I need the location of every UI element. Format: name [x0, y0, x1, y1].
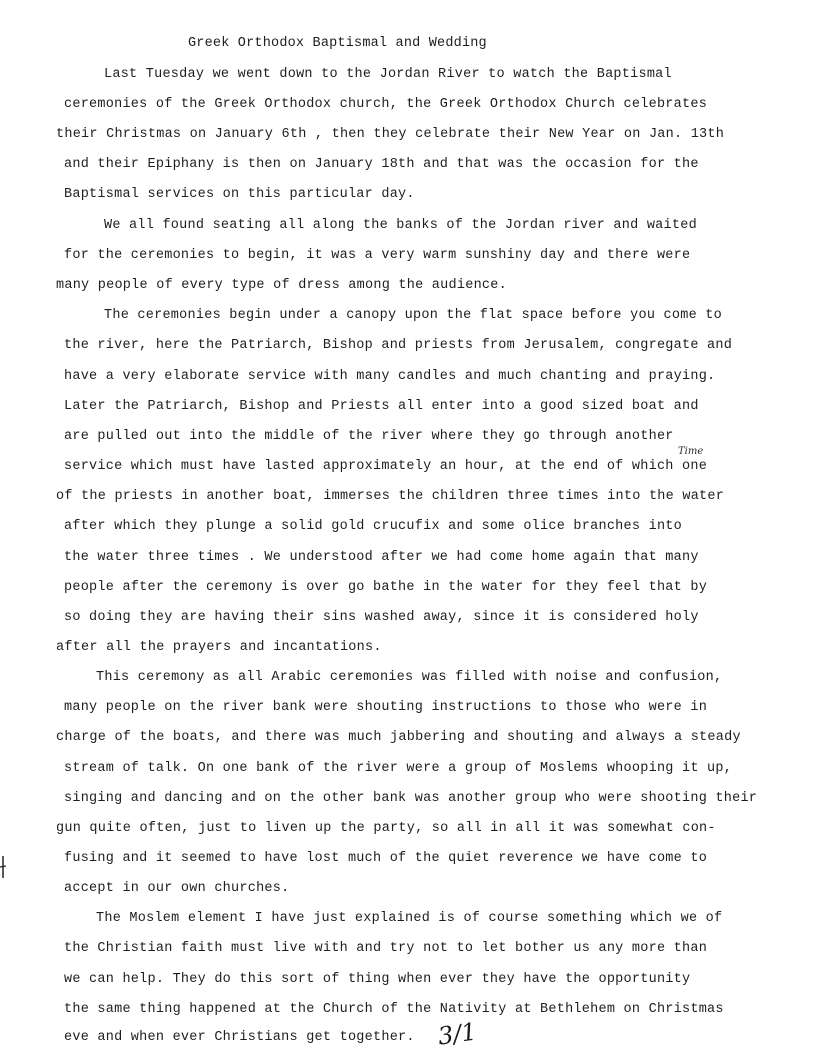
text-line: We all found seating all along the banks of the Jordan river and waited [104, 218, 697, 233]
text-line: we can help. They do this sort of thing when ever they have the opportunity [64, 972, 691, 987]
text-line: the same thing happened at the Church of the Nativity at Bethlehem on Christmas [64, 1002, 724, 1017]
text-line: of the priests in another boat, immerses the children three times into the water [56, 489, 725, 504]
text-line: people after the ceremony is over go bathe in the water for they feel that by [64, 580, 708, 595]
text-line: singing and dancing and on the other bank was another group who were shooting their [64, 791, 758, 806]
text-line: are pulled out into the middle of the river where they go through another [64, 429, 674, 444]
text-line: fusing and it seemed to have lost much of the quiet reverence we have come to [64, 851, 708, 866]
text-line: ceremonies of the Greek Orthodox church, the Greek Orthodox Church celebrates [64, 97, 708, 112]
handwritten-page-number: 3/1 [436, 1017, 479, 1051]
handwritten-insert: Time [678, 446, 704, 457]
text-line: Baptismal services on this particular day. [64, 187, 415, 202]
text-line: accept in our own churches. [64, 881, 290, 896]
text-line: The Moslem element I have just explained is of course something which we of [96, 911, 723, 926]
text-line: Last Tuesday we went down to the Jordan River to watch the Baptismal [104, 67, 672, 82]
document-title: Greek Orthodox Baptismal and Wedding [188, 36, 487, 51]
text-line: service which must have lasted approximately an hour, at the end of which one [64, 459, 708, 474]
text-line: for the ceremonies to begin, it was a very warm sunshiny day and there were [64, 248, 691, 263]
text-line: the water three times . We understood after we had come home again that many [64, 550, 699, 565]
text-line: their Christmas on January 6th , then they celebrate their New Year on Jan. 13th [56, 127, 725, 142]
margin-tick-mark [0, 856, 6, 878]
text-line: the river, here the Patriarch, Bishop and priests from Jerusalem, congregate and [64, 338, 733, 353]
text-line: The ceremonies begin under a canopy upon the flat space before you come to [104, 308, 722, 323]
text-line: many people of every type of dress among the audience. [56, 278, 507, 293]
text-line: after all the prayers and incantations. [56, 640, 382, 655]
text-line: gun quite often, just to liven up the party, so all in all it was somewhat con- [56, 821, 716, 836]
text-line: stream of talk. On one bank of the river were a group of Moslems whooping it up, [64, 761, 733, 776]
text-line: Later the Patriarch, Bishop and Priests all enter into a good sized boat and [64, 399, 699, 414]
text-line: many people on the river bank were shouting instructions to those who were in [64, 700, 708, 715]
text-line: This ceremony as all Arabic ceremonies was filled with noise and confusion, [96, 670, 723, 685]
text-line: and their Epiphany is then on January 18th and that was the occasion for the [64, 157, 699, 172]
text-line: so doing they are having their sins washed away, since it is considered holy [64, 610, 699, 625]
text-line: have a very elaborate service with many candles and much chanting and praying. [64, 369, 716, 384]
text-line: eve and when ever Christians get together. [64, 1030, 415, 1045]
text-line: the Christian faith must live with and try not to let bother us any more than [64, 941, 708, 956]
text-line: charge of the boats, and there was much jabbering and shouting and always a steady [56, 730, 741, 745]
text-line: after which they plunge a solid gold crucufix and some olice branches into [64, 519, 682, 534]
